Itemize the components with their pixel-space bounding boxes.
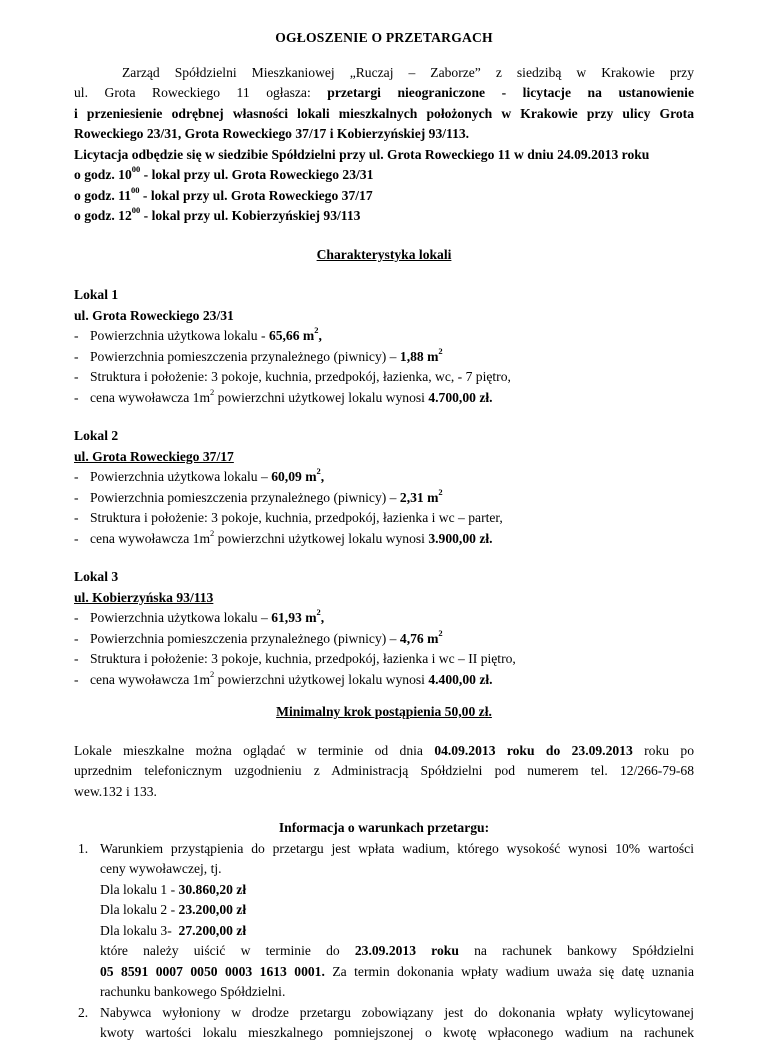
time-sup: 00 (131, 184, 140, 195)
intro-line-2 (74, 83, 694, 104)
condition-1-line-7 (74, 962, 694, 983)
area-after: , (320, 469, 325, 484)
conditions-title (74, 818, 694, 839)
lokal-structure (74, 367, 694, 388)
wadium-value: 27.200,00 zł (178, 922, 247, 938)
lokal-basement (74, 629, 694, 650)
bullet-dash: - (74, 630, 79, 646)
bullet-dash: - (74, 671, 79, 687)
min-step (74, 702, 694, 723)
viewing-text: roku po (632, 742, 694, 758)
time-text: o godz. 10 (74, 167, 132, 182)
lokal-address (74, 447, 694, 468)
lokal-address-text: ul. Grota Roweckiego 37/17 (74, 448, 234, 464)
area-value: 60,09 m (271, 469, 317, 484)
price-value: 4.700,00 zł. (428, 389, 493, 405)
area-label: Powierzchnia użytkowa lokalu - (90, 328, 269, 343)
lokal-address-text: ul. Kobierzyńska 93/113 (74, 589, 214, 605)
lokal-name-text: Lokal 3 (74, 569, 119, 584)
area-label: Powierzchnia użytkowa lokalu – (90, 610, 272, 625)
heading-text: OGŁOSZENIE O PRZETARGACH (275, 30, 493, 45)
time-lokal-text: - lokal przy ul. Kobierzyńskiej 93/113 (140, 208, 361, 223)
auction-time-2 (74, 186, 694, 207)
document-page (74, 18, 694, 1044)
area-after: , (318, 328, 322, 343)
condition-1-line-6 (74, 941, 694, 962)
lokal-price (74, 529, 694, 550)
intro-line-4 (74, 124, 694, 145)
lokal-basement (74, 488, 694, 509)
lokal-name (74, 426, 694, 447)
document-heading (74, 28, 694, 49)
basement-label: Powierzchnia pomieszczenia przynależnego (piwnicy) – (90, 348, 400, 364)
conditions-title-text: Informacja o warunkach przetargu: (278, 820, 490, 835)
basement-value: 4,76 m (399, 630, 439, 646)
viewing-dates: 04.09.2013 roku do 23.09.2013 (434, 742, 633, 758)
condition-1-line-2 (74, 859, 694, 880)
bank-account: 05 8591 0007 0050 0003 1613 0001. (100, 963, 325, 979)
sup-2: 2 (210, 527, 215, 538)
lokal-structure (74, 649, 694, 670)
condition-text: które należy uiścić w terminie do (100, 943, 355, 958)
lokal-structure (74, 508, 694, 529)
condition-1-line-1 (74, 839, 694, 860)
sup-2: 2 (438, 345, 443, 356)
lokal-name-text: Lokal 2 (74, 428, 119, 443)
structure-text: Struktura i położenie: 3 pokoje, kuchnia, przedpokój, łazienka, wc, - 7 piętro, (90, 369, 511, 384)
bullet-dash: - (74, 610, 79, 625)
price-label: powierzchni użytkowej lokalu wynosi (214, 389, 429, 405)
intro-text: ul. Grota Roweckiego 11 ogłasza: (74, 85, 328, 100)
area-label: Powierzchnia użytkowa lokalu – (90, 469, 272, 484)
intro-bold-text: przetargi nieograniczone - licytacje na ustanowienie (327, 85, 694, 100)
structure-text: Struktura i położenie: 3 pokoje, kuchnia, przedpokój, łazienka i wc – parter, (90, 510, 503, 525)
wadium-label: Dla lokalu 2 - (100, 902, 179, 917)
lokal-address-text: ul. Grota Roweckiego 23/31 (74, 307, 234, 323)
bullet-dash: - (74, 510, 79, 525)
area-value: 65,66 m (268, 328, 315, 343)
condition-text: Za termin dokonania wpłaty wadium uważa się datę uznania (324, 963, 694, 979)
condition-1-line-8 (74, 982, 694, 1003)
wadium-line-1 (74, 880, 694, 901)
bullet-dash: - (74, 328, 79, 343)
auction-time-1 (74, 165, 694, 186)
time-text: o godz. 12 (74, 208, 132, 223)
basement-value: 2,31 m (399, 489, 439, 505)
deadline-date: 23.09.2013 roku (354, 943, 459, 958)
time-sup: 00 (131, 205, 141, 216)
structure-text: Struktura i położenie: 3 pokoje, kuchnia, przedpokój, łazienka i wc – II piętro, (90, 651, 516, 666)
viewing-text: uprzednim telefonicznym uzgodnieniu z Administracją Spółdzielni pod numerem tel. 12/266-79-68 (74, 763, 694, 778)
condition-2-line-1 (74, 1003, 694, 1024)
price-value: 4.400,00 zł. (428, 671, 493, 687)
sup-2: 2 (438, 627, 443, 638)
section-title-text: Charakterystyka lokali (316, 246, 452, 262)
bullet-dash: - (74, 369, 79, 384)
bullet-dash: - (74, 530, 79, 546)
bullet-dash: - (74, 348, 79, 364)
list-number: 2. (78, 1004, 89, 1020)
wadium-label: Dla lokalu 1 - (100, 881, 179, 897)
viewing-line-1 (74, 741, 694, 762)
intro-bold-text: i przeniesienie odrębnej własności lokali mieszkalnych położonych w Krakowie przy ulicy Grota (74, 105, 694, 121)
sup-2: 2 (438, 486, 443, 497)
wadium-line-2 (74, 900, 694, 921)
viewing-text: Lokale mieszkalne można oglądać w terminie od dnia (74, 742, 435, 758)
sup-2: 2 (316, 607, 321, 618)
bullet-dash: - (74, 489, 79, 505)
min-step-text: Minimalny krok postąpienia 50,00 zł. (276, 704, 492, 719)
condition-text: kwoty wartości lokalu mieszkalnego pomniejszonej o kwotę wpłaconego wadium na rachunek (100, 1025, 694, 1040)
lokal-area (74, 608, 694, 629)
sup-2: 2 (210, 386, 215, 397)
price-label: cena wywoławcza 1m (90, 389, 211, 405)
sup-2: 2 (314, 325, 319, 336)
price-label: powierzchni użytkowej lokalu wynosi (214, 671, 429, 687)
lokal-area (74, 467, 694, 488)
list-number: 1. (78, 840, 89, 856)
lokal-3-block (74, 567, 694, 690)
intro-bold-text: Roweckiego 23/31, Grota Roweckiego 37/17 i Kobierzyńskiej 93/113. (74, 126, 470, 141)
bullet-dash: - (74, 389, 79, 405)
basement-value: 1,88 m (399, 348, 439, 364)
lokal-1-block (74, 285, 694, 408)
viewing-line-2 (74, 761, 694, 782)
sup-2: 2 (210, 668, 215, 679)
intro-line-3 (74, 104, 694, 125)
auction-text: Licytacja odbędzie się w siedzibie Spółdzielni przy ul. Grota Roweckiego 11 w dniu 24.09.2013 roku (74, 146, 650, 162)
viewing-line-3 (74, 782, 694, 803)
lokal-name (74, 567, 694, 588)
time-lokal-text: - lokal przy ul. Grota Roweckiego 23/31 (140, 167, 374, 182)
condition-text: Nabywca wyłoniony w drodze przetargu zobowiązany jest do dokonania wpłaty wylicytowanej (100, 1004, 694, 1020)
price-label: cena wywoławcza 1m (90, 671, 211, 687)
price-value: 3.900,00 zł. (428, 530, 493, 546)
condition-text: Warunkiem przystąpienia do przetargu jest wpłata wadium, którego wysokość wynosi 10% wartości (100, 840, 694, 856)
wadium-value: 23.200,00 zł (178, 902, 247, 917)
auction-time-3 (74, 206, 694, 227)
wadium-line-3 (74, 921, 694, 942)
lokal-price (74, 670, 694, 691)
condition-text: rachunku bankowego Spółdzielni. (100, 984, 286, 999)
section-title (74, 245, 694, 266)
viewing-text: wew.132 i 133. (74, 783, 157, 799)
intro-line-1 (74, 63, 694, 84)
price-label: powierzchni użytkowej lokalu wynosi (214, 530, 429, 546)
lokal-2-block (74, 426, 694, 549)
basement-label: Powierzchnia pomieszczenia przynależnego (piwnicy) – (90, 630, 400, 646)
price-label: cena wywoławcza 1m (90, 530, 211, 546)
area-value: 61,93 m (271, 610, 317, 625)
basement-label: Powierzchnia pomieszczenia przynależnego (piwnicy) – (90, 489, 400, 505)
bullet-dash: - (74, 469, 79, 484)
lokal-price (74, 388, 694, 409)
wadium-value: 30.860,20 zł (178, 881, 247, 897)
auction-line (74, 145, 694, 166)
lokal-area (74, 326, 694, 347)
area-after: , (320, 610, 325, 625)
condition-text: ceny wywoławczej, tj. (100, 861, 222, 876)
sup-2: 2 (316, 466, 321, 477)
wadium-label: Dla lokalu 3- (100, 922, 179, 938)
bullet-dash: - (74, 651, 79, 666)
condition-2-line-2 (74, 1023, 694, 1044)
lokal-name-text: Lokal 1 (74, 287, 119, 302)
lokal-address (74, 306, 694, 327)
lokal-name (74, 285, 694, 306)
lokal-basement (74, 347, 694, 368)
time-sup: 00 (131, 164, 141, 175)
intro-text: Zarząd Spółdzielni Mieszkaniowej „Ruczaj – Zaborze” z siedzibą w Krakowie przy (122, 64, 694, 80)
time-text: o godz. 11 (74, 187, 132, 203)
condition-text: na rachunek bankowy Spółdzielni (458, 943, 694, 958)
time-lokal-text: - lokal przy ul. Grota Roweckiego 37/17 (139, 187, 373, 203)
lokal-address (74, 588, 694, 609)
